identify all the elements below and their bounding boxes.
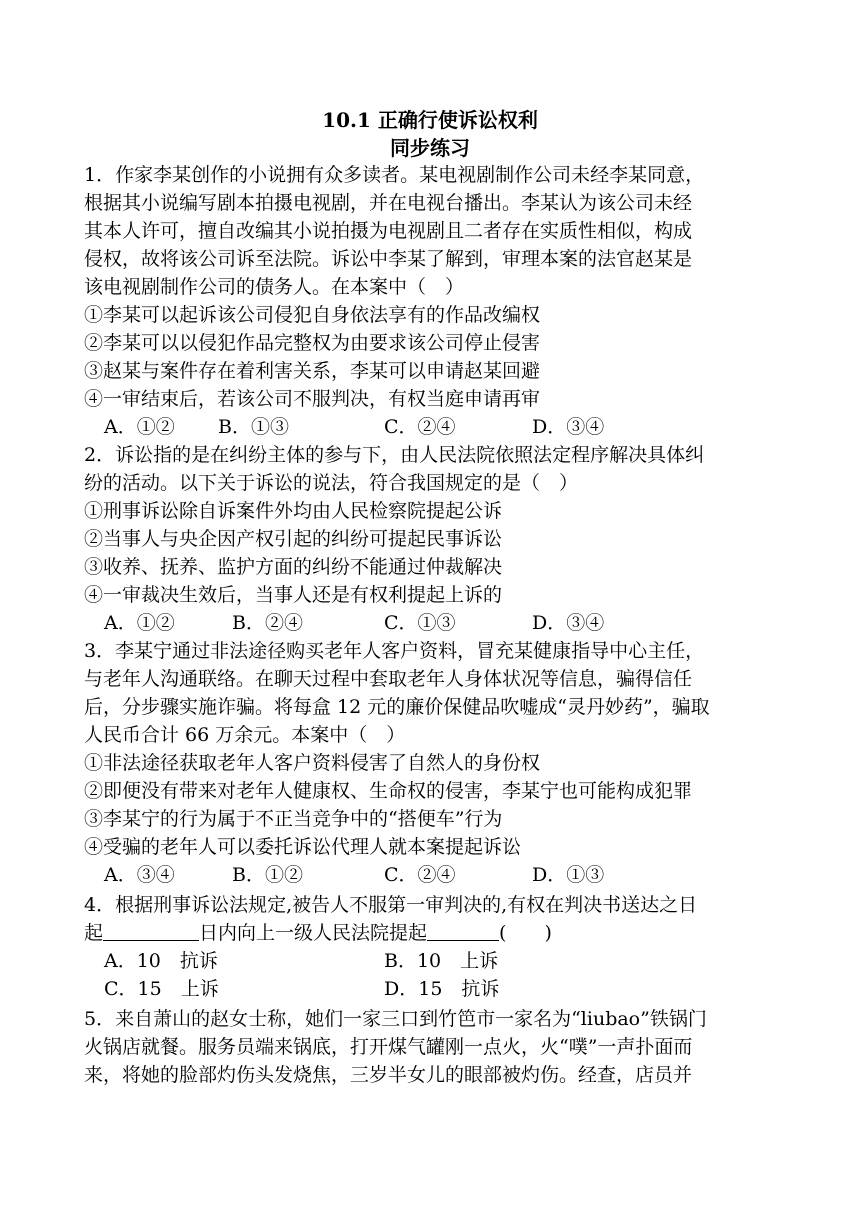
- q1-stem-line: 该电视剧制作公司的债务人。在本案中（ ）: [84, 276, 465, 298]
- q2-option-c: C．①③: [384, 612, 456, 634]
- q3-stem-line: 人民币合计 66 万余元。本案中（ ）: [84, 724, 406, 746]
- q5-stem-line: 来，将她的脸部灼伤头发烧焦，三岁半女儿的眼部被灼伤。经查，店员并: [84, 1064, 693, 1086]
- q3-option-a: A．③④: [104, 864, 175, 886]
- q2-option-a: A．①②: [104, 612, 175, 634]
- q3-option-b: B．①②: [232, 864, 303, 886]
- q4-blank-2: [427, 920, 499, 941]
- q1-item: ③赵某与案件存在着利害关系，李某可以申请赵某回避: [84, 360, 541, 382]
- q4-stem-line: 4．根据刑事诉讼法规定,被告人不服第一审判决的,有权在判决书送达之日: [84, 894, 698, 916]
- q2-item: ④一审裁决生效后，当事人还是有权利提起上诉的: [84, 584, 503, 606]
- q1-item: ①李某可以起诉该公司侵犯自身依法享有的作品改编权: [84, 304, 541, 326]
- q1-option-d: D．③④: [532, 416, 605, 438]
- q4-blank-1: [103, 920, 199, 941]
- q4-option-c: C．15 上诉: [104, 978, 219, 1000]
- q3-item: ①非法途径获取老年人客户资料侵害了自然人的身份权: [84, 752, 541, 774]
- q1-stem-line: 根据其小说编写剧本拍摄电视剧，并在电视台播出。李某认为该公司未经: [84, 192, 693, 214]
- q3-stem-line: 与老年人沟通联络。在聊天过程中套取老年人身体状况等信息，骗得信任: [84, 668, 693, 690]
- q1-stem-line: 1．作家李某创作的小说拥有众多读者。某电视剧制作公司未经李某同意，: [84, 164, 705, 186]
- q2-item: ①刑事诉讼除自诉案件外均由人民检察院提起公诉: [84, 500, 503, 522]
- q2-stem-line: 2．诉讼指的是在纠纷主体的参与下，由人民法院依照法定程序解决具体纠: [84, 444, 705, 466]
- q3-option-c: C．②④: [384, 864, 456, 886]
- q1-option-b: B．①③: [218, 416, 289, 438]
- q4-stem-line-2: [84, 919, 784, 947]
- q4-option-d: D．15 抗诉: [384, 978, 500, 1000]
- q5-stem-line: 5．来自萧山的赵女士称，她们一家三口到竹笆市一家名为“liubao”铁锅门: [84, 1008, 707, 1030]
- q4-option-b: B．10 上诉: [384, 950, 499, 972]
- q3-item: ③李某宁的行为属于不正当竞争中的“搭便车”行为: [84, 808, 503, 830]
- q1-stem-line: 其本人许可，擅自改编其小说拍摄为电视剧且二者存在实质性相似，构成: [84, 220, 693, 242]
- q1-option-c: C．②④: [384, 416, 456, 438]
- q4-text-a: 起: [84, 922, 104, 944]
- q4-option-a: A．10 抗诉: [104, 950, 218, 972]
- document-subtitle: 同步练习: [390, 136, 470, 160]
- q2-stem-line: 纷的活动。以下关于诉讼的说法，符合我国规定的是（ ）: [84, 472, 579, 494]
- q3-stem-line: 后，分步骤实施诈骗。将每盒 12 元的廉价保健品吹嘘成“灵丹妙药”，骗取: [84, 696, 710, 718]
- q3-item: ②即便没有带来对老年人健康权、生命权的侵害，李某宁也可能构成犯罪: [84, 780, 693, 802]
- q1-item: ④一审结束后，若该公司不服判决，有权当庭申请再审: [84, 388, 541, 410]
- q4-text-b: 日内向上一级人民法院提起: [199, 922, 428, 944]
- q2-item: ②当事人与央企因产权引起的纠纷可提起民事诉讼: [84, 528, 503, 550]
- document-title: 10.1 正确行使诉讼权利: [322, 108, 538, 132]
- q2-option-b: B．②④: [232, 612, 303, 634]
- q1-item: ②李某可以以侵犯作品完整权为由要求该公司停止侵害: [84, 332, 541, 354]
- q3-option-d: D．①③: [532, 864, 605, 886]
- q3-stem-line: 3．李某宁通过非法途径购买老年人客户资料，冒充某健康指导中心主任，: [84, 640, 705, 662]
- q4-text-c: ( ): [499, 922, 552, 944]
- q5-stem-line: 火锅店就餐。服务员端来锅底，打开煤气罐刚一点火，火“噗”一声扑面而: [84, 1036, 693, 1058]
- q3-item: ④受骗的老年人可以委托诉讼代理人就本案提起诉讼: [84, 836, 522, 858]
- q1-option-a: A．①②: [104, 416, 175, 438]
- q2-item: ③收养、抚养、监护方面的纠纷不能通过仲裁解决: [84, 556, 503, 578]
- q1-stem-line: 侵权，故将该公司诉至法院。诉讼中李某了解到，审理本案的法官赵某是: [84, 248, 693, 270]
- q2-option-d: D．③④: [532, 612, 605, 634]
